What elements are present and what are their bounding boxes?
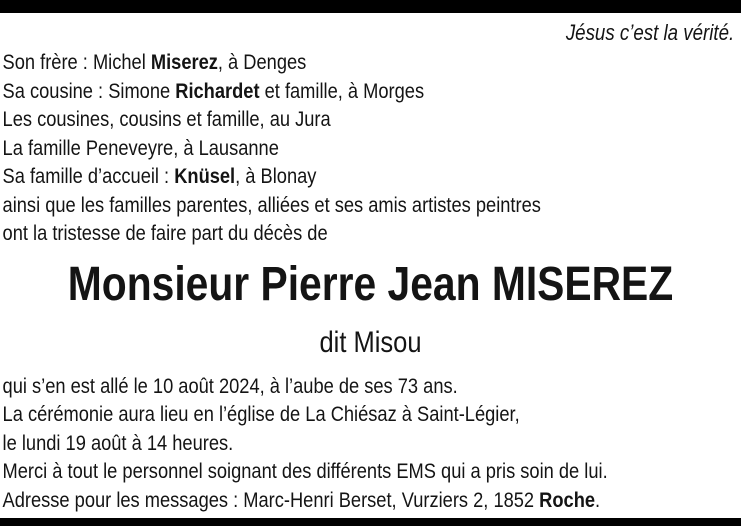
intro-line (0, 162, 630, 191)
intro-line-text: Les cousines, cousins et famille, au Jura (2, 107, 331, 131)
intro-line-text: et famille, à Morges (259, 78, 425, 103)
closing-line-text: qui s’en est allé le 10 août 2024, à l’aube de ses 73 ans. (2, 373, 458, 398)
intro-line-text: La famille Peneveyre, à Lausanne (2, 135, 279, 160)
closing-line-text: Adresse pour les messages : Marc-Henri Berset, Vurziers 2, 1852 (2, 487, 540, 512)
intro-line (0, 48, 630, 77)
intro-line-text: Son frère : Michel (2, 50, 151, 74)
intro-line-text: , à Denges (217, 50, 307, 74)
closing-line (0, 457, 630, 486)
scripture-quote: Jésus c’est la vérité. (565, 20, 735, 45)
closing-section (0, 372, 741, 515)
intro-line (0, 219, 630, 248)
closing-line-text: Merci à tout le personnel soignant des différents EMS qui a pris soin de lui. (2, 459, 608, 483)
intro-line-text: Sa famille d’accueil : (2, 164, 175, 188)
closing-line (0, 486, 630, 515)
top-border (0, 0, 741, 13)
surname-bold: Knüsel (174, 164, 236, 188)
bottom-border (0, 518, 741, 526)
intro-line-text: ainsi que les familles parentes, alliées et ses amis artistes peintres (2, 192, 541, 217)
surname-bold: Richardet (175, 78, 260, 103)
closing-line-text: le lundi 19 août à 14 heures. (2, 430, 234, 455)
intro-line (0, 134, 630, 163)
intro-line-text: ont la tristesse de faire part du décès de (2, 221, 328, 245)
surname-bold: Miserez (150, 50, 218, 74)
closing-line (0, 372, 630, 401)
closing-line (0, 400, 630, 429)
closing-bold: Roche (539, 487, 596, 512)
notice-content (0, 13, 741, 514)
nickname: dit Misou (319, 325, 422, 359)
deceased-name: Monsieur Pierre Jean MISEREZ (67, 257, 674, 311)
intro-line-text: , à Blonay (235, 164, 317, 188)
intro-line (0, 77, 630, 106)
intro-line (0, 105, 630, 134)
closing-line (0, 429, 630, 458)
closing-line-text: La cérémonie aura lieu en l’église de La Chiésaz à Saint-Légier, (2, 402, 520, 426)
closing-line-text: . (595, 487, 601, 512)
intro-line-text: Sa cousine : Simone (2, 78, 176, 103)
intro-line (0, 191, 630, 220)
